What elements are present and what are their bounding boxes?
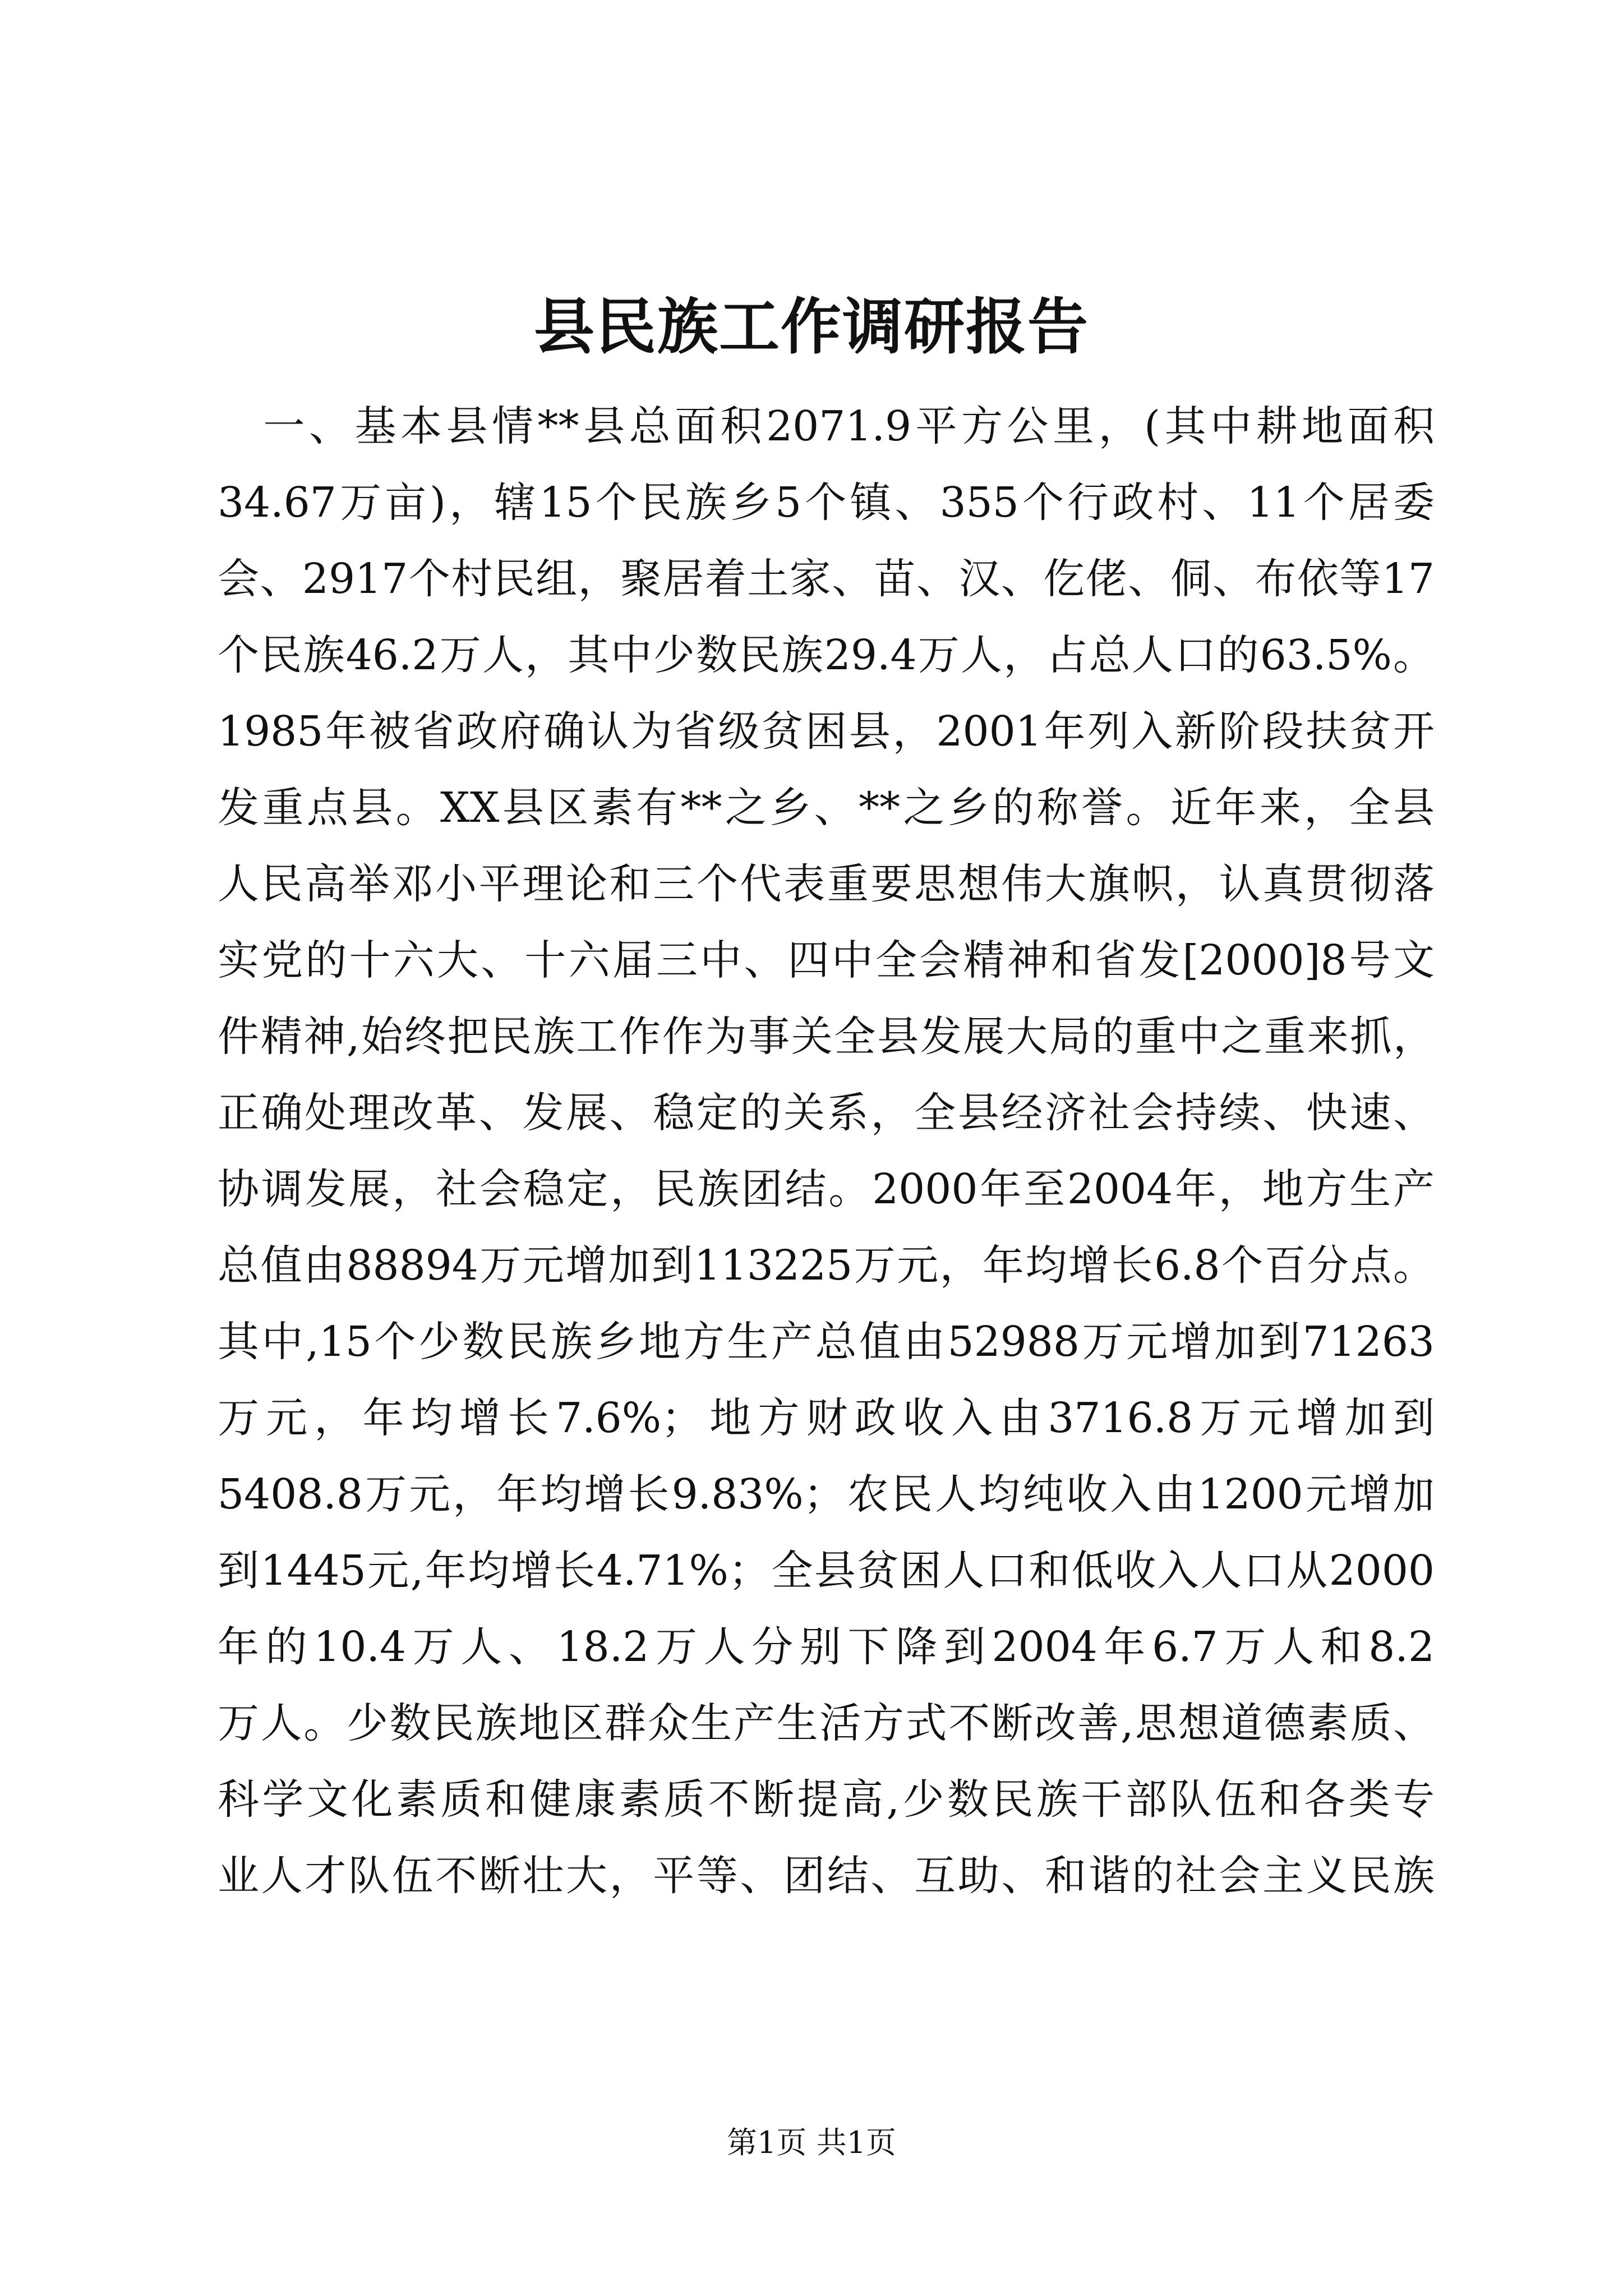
text-line: 协调发展，社会稳定，民族团结。2000年至2004年，地方生产 <box>218 1165 1435 1213</box>
text-line: 一、基本县情**县总面积2071.9平方公里，(其中耕地面积 <box>218 402 1435 450</box>
page-title: 县民族工作调研报告 <box>533 292 1089 362</box>
page-footer: 第1页 共1页 <box>727 2125 896 2160</box>
text-line: 会、2917个村民组，聚居着土家、苗、汉、仡佬、侗、布依等17 <box>218 555 1435 603</box>
text-line: 正确处理改革、发展、稳定的关系，全县经济社会持续、快速、 <box>218 1089 1435 1137</box>
text-line: 34.67万亩)，辖15个民族乡5个镇、355个行政村、11个居委 <box>218 478 1435 527</box>
text-line: 发重点县。XX县区素有**之乡、**之乡的称誉。近年来，全县 <box>218 784 1435 832</box>
text-line: 科学文化素质和健康素质不断提高,少数民族干部队伍和各类专 <box>218 1775 1435 1824</box>
text-line: 万元，年均增长7.6%；地方财政收入由3716.8万元增加到 <box>218 1394 1435 1442</box>
text-line: 实党的十六大、十六届三中、四中全会精神和省发[2000]8号文 <box>218 936 1435 984</box>
text-line: 业人才队伍不断壮大，平等、团结、互助、和谐的社会主义民族 <box>218 1852 1435 1900</box>
text-line: 5408.8万元，年均增长9.83%；农民人均纯收入由1200元增加 <box>218 1470 1435 1519</box>
text-line: 年的10.4万人、18.2万人分别下降到2004年6.7万人和8.2 <box>218 1623 1435 1671</box>
text-line: 其中,15个少数民族乡地方生产总值由52988万元增加到71263 <box>218 1318 1435 1366</box>
text-line: 个民族46.2万人，其中少数民族29.4万人，占总人口的63.5%。 <box>218 631 1435 679</box>
text-line: 总值由88894万元增加到113225万元，年均增长6.8个百分点。 <box>218 1241 1435 1290</box>
text-line: 1985年被省政府确认为省级贫困县，2001年列入新阶段扶贫开 <box>218 707 1435 756</box>
text-line: 万人。少数民族地区群众生产生活方式不断改善,思想道德素质、 <box>218 1699 1435 1747</box>
text-line: 人民高举邓小平理论和三个代表重要思想伟大旗帜，认真贯彻落 <box>218 860 1435 908</box>
text-line: 件精神,始终把民族工作作为事关全县发展大局的重中之重来抓， <box>218 1013 1435 1061</box>
text-line: 到1445元,年均增长4.71%；全县贫困人口和低收入人口从2000 <box>218 1547 1435 1595</box>
